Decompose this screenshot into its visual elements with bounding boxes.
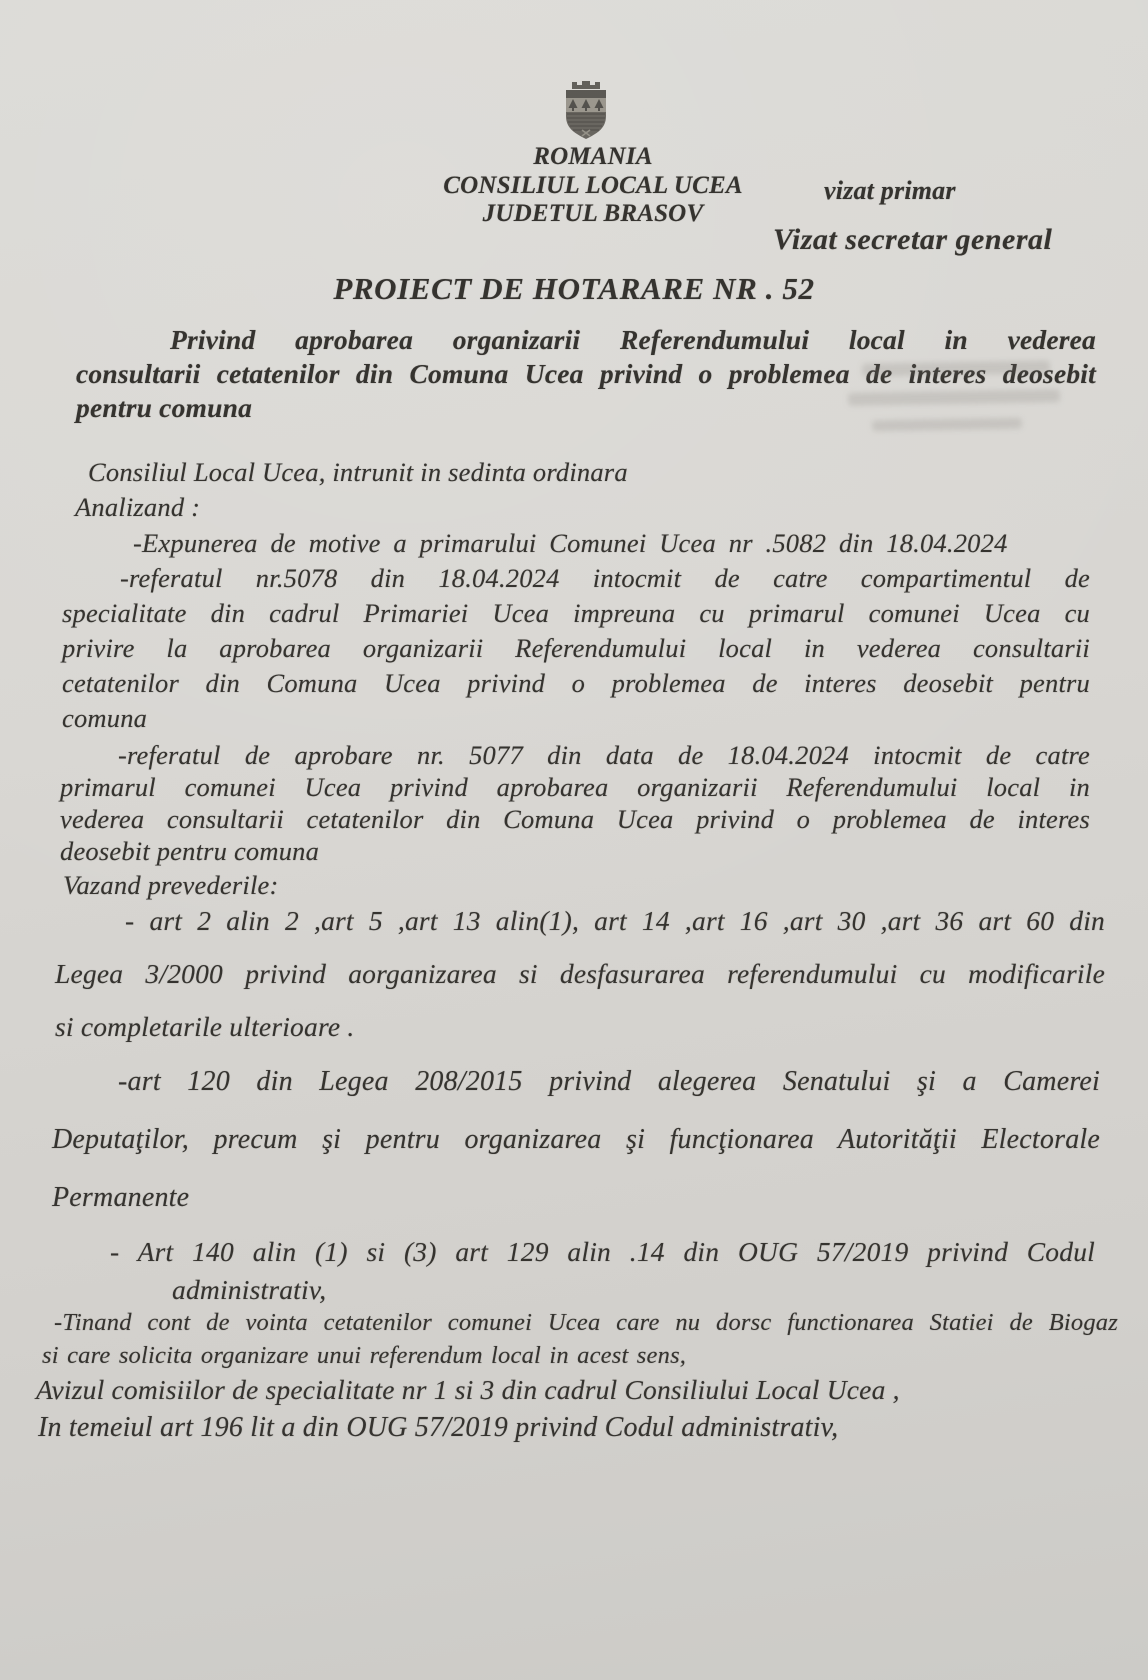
coat-of-arms-icon <box>558 78 614 142</box>
item-legea-3-2000 <box>55 894 1105 1053</box>
paragraph-line: -referatul de aprobare nr. 5077 din data de 18.04.2024 intocmit de catre <box>118 740 1090 770</box>
header-county: JUDETUL BRASOV <box>482 200 704 227</box>
vizat-primar-label: vizat primar <box>824 176 956 205</box>
paragraph-line: -art 120 din Legea 208/2015 privind alegerea Senatului şi a Camerei <box>118 1066 1100 1097</box>
paragraph-line: -referatul nr.5078 din 18.04.2024 intocmit de catre compartimentul de <box>120 563 1090 593</box>
header-council: CONSILIUL LOCAL UCEA <box>443 171 743 199</box>
paragraph-line: cetatenilor din Comuna Ucea privind o problemea de interes deosebit pentru <box>62 668 1090 698</box>
paragraph-line: si completarile ulterioare . <box>55 1011 355 1042</box>
paragraph-line: vederea consultarii cetatenilor din Comuna Ucea privind o problemea de interes <box>60 804 1090 834</box>
paragraph-line: Legea 3/2000 privind aorganizarea si desfasurarea referendumului cu modificarile <box>55 958 1105 989</box>
paragraph-line: Permanente <box>52 1182 190 1213</box>
paragraph-line: specialitate din cadrul Primariei Ucea impreuna cu primarul comunei Ucea cu <box>62 598 1090 628</box>
header-country: ROMANIA <box>533 143 653 170</box>
item-temei-legal: In temeiul art 196 lit a din OUG 57/2019 privind Codul administrativ, <box>38 1412 839 1443</box>
subject-line: consultarii cetatenilor din Comuna Ucea privind o problemea de interes deosebit <box>76 358 1096 389</box>
intro-line-2: Analizand : <box>75 492 201 522</box>
paragraph-line: -Tinand cont de vointa cetatenilor comunei Ucea care nu dorsc functionarea Statiei de Biogaz <box>54 1309 1118 1336</box>
paragraph-line: privire la aprobarea organizarii Referendumului local in vederea consultarii <box>62 633 1090 663</box>
paragraph-line: Deputaţilor, precum şi pentru organizarea şi funcţionarea Autorităţii Electorale <box>52 1124 1100 1155</box>
paragraph-line: - Art 140 alin (1) si (3) art 129 alin .14 din OUG 57/2019 privind Codul <box>110 1236 1095 1267</box>
item-referat-5077 <box>60 739 1090 867</box>
subject-line: Privind aprobarea organizarii Referendumului local in vederea <box>170 324 1096 355</box>
paragraph-line: primarul comunei Ucea privind aprobarea organizarii Referendumului local in <box>60 772 1090 802</box>
ink-bleedthrough <box>872 418 1022 432</box>
paragraph-line: deosebit pentru comuna <box>60 836 320 866</box>
document-title: PROIECT DE HOTARARE NR . 52 <box>333 271 815 306</box>
paragraph-line: - art 2 alin 2 ,art 5 ,art 13 alin(1), art 14 ,art 16 ,art 30 ,art 36 art 60 din <box>125 905 1105 936</box>
subject-line: pentru comuna <box>76 392 253 423</box>
document-header <box>378 143 808 229</box>
item-aviz-comisii: Avizul comisiilor de specialitate nr 1 si 3 din cadrul Consiliului Local Ucea , <box>36 1374 900 1405</box>
paragraph-line: si care solicita organizare unui referendum local in acest sens, <box>42 1342 687 1369</box>
item-referat-5078 <box>62 561 1090 736</box>
paragraph-line: comuna <box>62 703 148 733</box>
item-tinand-cont <box>42 1306 1118 1372</box>
intro-line-1: Consiliul Local Ucea, intrunit in sedinta ordinara <box>88 457 628 487</box>
item-oug-57-2019 <box>50 1233 1095 1309</box>
paragraph-line: administrativ, <box>172 1274 327 1305</box>
item-expunere-motive: -Expunerea de motive a primarului Comunei Ucea nr .5082 din 18.04.2024 <box>133 528 1008 558</box>
vizat-secretar-label: Vizat secretar general <box>773 223 1053 256</box>
item-vazand: Vazand prevederile: <box>63 870 279 900</box>
item-legea-208-2015 <box>52 1053 1100 1227</box>
